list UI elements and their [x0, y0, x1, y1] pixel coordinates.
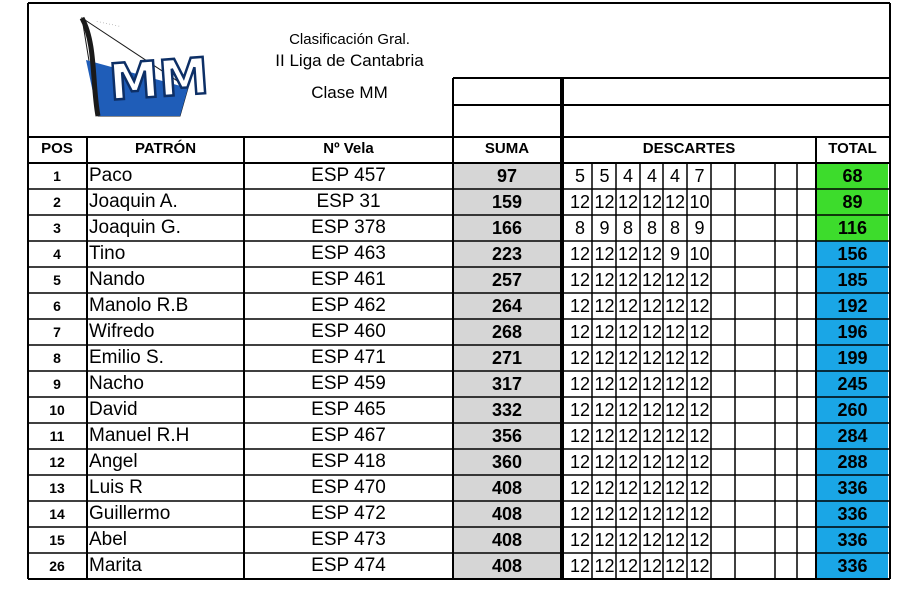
row-descarte-5: 12	[664, 504, 686, 524]
row-descarte-1: 12	[569, 452, 591, 472]
row-sail-number: ESP 31	[316, 191, 381, 212]
row-patron-name: Paco	[89, 165, 133, 186]
row-total: 196	[817, 319, 888, 345]
row-total: 336	[817, 475, 888, 501]
row-sail-number: ESP 457	[311, 165, 386, 186]
row-descarte-4: 12	[641, 530, 663, 550]
row-position: 13	[49, 480, 65, 496]
row-descarte-5: 12	[664, 296, 686, 316]
row-descarte-2: 9	[599, 218, 610, 238]
row-sail-number: ESP 467	[311, 425, 386, 446]
row-suma: 268	[454, 319, 560, 345]
row-descarte-3: 8	[622, 218, 633, 238]
row-sail-number: ESP 378	[311, 217, 386, 238]
row-sail-number: ESP 463	[311, 243, 386, 264]
row-descarte-3: 12	[617, 504, 639, 524]
row-descarte-1: 12	[569, 530, 591, 550]
row-suma: 97	[454, 163, 560, 189]
row-patron-name: Angel	[89, 451, 138, 472]
row-position: 8	[53, 350, 61, 366]
row-patron-name: Luis R	[89, 477, 143, 498]
row-descarte-6: 7	[694, 166, 705, 186]
row-sail-number: ESP 474	[311, 555, 386, 576]
row-suma: 257	[454, 267, 560, 293]
row-descarte-4: 12	[641, 452, 663, 472]
column-header-vela: Nº Vela	[323, 140, 374, 157]
row-suma: 159	[454, 189, 560, 215]
row-descarte-5: 12	[664, 400, 686, 420]
row-descarte-4: 12	[641, 322, 663, 342]
row-descarte-6: 12	[689, 504, 710, 524]
row-descarte-2: 12	[594, 374, 615, 394]
row-position: 14	[49, 506, 65, 522]
row-descarte-3: 12	[617, 348, 639, 368]
row-sail-number: ESP 472	[311, 503, 386, 524]
column-header-suma: SUMA	[484, 140, 530, 157]
row-descarte-2: 12	[594, 426, 615, 446]
row-descarte-3: 12	[617, 426, 639, 446]
row-descarte-4: 4	[646, 166, 657, 186]
row-descarte-6: 12	[689, 478, 710, 498]
row-descarte-6: 12	[689, 322, 710, 342]
row-descarte-5: 12	[664, 452, 686, 472]
row-descarte-1: 12	[569, 322, 591, 342]
row-patron-name: Manolo R.B	[89, 295, 189, 316]
row-position: 15	[49, 532, 65, 548]
row-suma: 408	[454, 527, 560, 553]
row-sail-number: ESP 461	[311, 269, 386, 290]
row-descarte-4: 12	[641, 296, 663, 316]
row-descarte-6: 12	[689, 400, 710, 420]
row-descarte-4: 12	[641, 348, 663, 368]
row-descarte-3: 12	[617, 270, 639, 290]
row-descarte-2: 12	[594, 296, 615, 316]
row-descarte-4: 12	[641, 374, 663, 394]
row-patron-name: Abel	[89, 529, 128, 550]
row-descarte-3: 12	[617, 296, 639, 316]
row-descarte-4: 12	[641, 192, 663, 212]
row-descarte-4: 12	[641, 400, 663, 420]
row-total: 245	[817, 371, 888, 397]
row-descarte-3: 12	[617, 530, 639, 550]
row-descarte-1: 12	[569, 426, 591, 446]
row-descarte-5: 12	[664, 192, 686, 212]
column-header-descartes: DESCARTES	[642, 140, 736, 157]
row-suma: 360	[454, 449, 560, 475]
row-descarte-4: 8	[646, 218, 657, 238]
row-patron-name: Guillermo	[89, 503, 171, 524]
row-descarte-1: 12	[569, 400, 591, 420]
row-descarte-2: 12	[594, 556, 615, 576]
row-suma: 271	[454, 345, 560, 371]
row-descarte-5: 12	[664, 478, 686, 498]
class-label: Clase MM	[311, 83, 388, 102]
row-descarte-6: 9	[694, 218, 705, 238]
row-sail-number: ESP 418	[311, 451, 386, 472]
row-descarte-4: 12	[641, 478, 663, 498]
row-descarte-6: 12	[689, 452, 710, 472]
row-descarte-2: 12	[594, 478, 615, 498]
row-suma: 408	[454, 501, 560, 527]
row-descarte-2: 12	[594, 244, 615, 264]
row-position: 5	[53, 272, 61, 288]
row-position: 2	[53, 194, 61, 210]
row-total: 288	[817, 449, 888, 475]
row-patron-name: Nando	[89, 269, 145, 290]
row-patron-name: Emilio S.	[89, 347, 164, 368]
row-total: 89	[817, 189, 888, 215]
column-header-patron: PATRÓN	[134, 140, 197, 157]
row-patron-name: Nacho	[89, 373, 144, 394]
row-descarte-3: 12	[617, 244, 639, 264]
row-descarte-1: 12	[569, 478, 591, 498]
row-descarte-1: 12	[569, 244, 591, 264]
row-descarte-2: 12	[594, 530, 615, 550]
row-descarte-4: 12	[641, 270, 663, 290]
row-suma: 264	[454, 293, 560, 319]
row-descarte-5: 12	[664, 270, 686, 290]
row-patron-name: Marita	[89, 555, 142, 576]
row-suma: 317	[454, 371, 560, 397]
row-descarte-1: 12	[569, 374, 591, 394]
row-sail-number: ESP 465	[311, 399, 386, 420]
row-patron-name: David	[89, 399, 138, 420]
row-descarte-5: 12	[664, 530, 686, 550]
row-sail-number: ESP 460	[311, 321, 386, 342]
row-suma: 332	[454, 397, 560, 423]
row-descarte-3: 12	[617, 192, 639, 212]
row-position: 6	[53, 298, 61, 314]
row-total: 199	[817, 345, 888, 371]
row-total: 336	[817, 527, 888, 553]
row-descarte-3: 12	[617, 374, 639, 394]
row-total: 336	[817, 553, 888, 579]
title-line-2: II Liga de Cantabria	[275, 51, 424, 70]
row-descarte-4: 12	[641, 556, 663, 576]
row-total: 336	[817, 501, 888, 527]
row-descarte-2: 5	[599, 166, 610, 186]
row-descarte-2: 12	[594, 504, 615, 524]
column-header-total: TOTAL	[828, 140, 877, 157]
row-descarte-6: 12	[689, 556, 710, 576]
row-descarte-1: 12	[569, 348, 591, 368]
row-descarte-5: 4	[669, 166, 680, 186]
title-line-1: Clasificación Gral.	[289, 31, 410, 48]
row-total: 185	[817, 267, 888, 293]
row-descarte-3: 4	[622, 166, 633, 186]
row-descarte-1: 12	[569, 192, 591, 212]
row-position: 11	[49, 428, 65, 444]
row-descarte-3: 12	[617, 556, 639, 576]
row-descarte-3: 12	[617, 452, 639, 472]
row-total: 192	[817, 293, 888, 319]
row-descarte-2: 12	[594, 400, 615, 420]
row-descarte-5: 12	[664, 322, 686, 342]
row-patron-name: Manuel R.H	[89, 425, 190, 446]
row-descarte-1: 12	[569, 504, 591, 524]
row-position: 12	[49, 454, 65, 470]
row-suma: 356	[454, 423, 560, 449]
row-descarte-3: 12	[617, 478, 639, 498]
row-descarte-1: 5	[574, 166, 585, 186]
row-descarte-1: 12	[569, 296, 591, 316]
row-descarte-4: 12	[641, 426, 663, 446]
row-sail-number: ESP 473	[311, 529, 386, 550]
row-total: 116	[817, 215, 888, 241]
row-descarte-5: 9	[669, 244, 680, 264]
row-descarte-4: 12	[641, 504, 663, 524]
row-descarte-6: 10	[689, 192, 710, 212]
row-position: 4	[53, 246, 61, 262]
row-descarte-6: 12	[689, 374, 710, 394]
row-sail-number: ESP 462	[311, 295, 386, 316]
row-descarte-5: 12	[664, 556, 686, 576]
row-position: 7	[53, 324, 61, 340]
row-sail-number: ESP 471	[311, 347, 386, 368]
row-descarte-6: 12	[689, 348, 710, 368]
row-descarte-5: 12	[664, 374, 686, 394]
row-descarte-5: 8	[669, 218, 680, 238]
row-descarte-2: 12	[594, 348, 615, 368]
row-total: 156	[817, 241, 888, 267]
row-total: 260	[817, 397, 888, 423]
row-descarte-6: 12	[689, 530, 710, 550]
row-patron-name: Tino	[89, 243, 126, 264]
row-descarte-3: 12	[617, 322, 639, 342]
row-patron-name: Joaquin G.	[89, 217, 181, 238]
row-sail-number: ESP 459	[311, 373, 386, 394]
row-descarte-6: 12	[689, 270, 710, 290]
row-descarte-2: 12	[594, 322, 615, 342]
row-position: 3	[53, 220, 61, 236]
row-descarte-2: 12	[594, 452, 615, 472]
row-position: 1	[53, 168, 61, 184]
row-total: 284	[817, 423, 888, 449]
row-descarte-3: 12	[617, 400, 639, 420]
logo-text: MM	[107, 47, 211, 112]
row-suma: 408	[454, 475, 560, 501]
row-suma: 408	[454, 553, 560, 579]
row-descarte-5: 12	[664, 426, 686, 446]
row-descarte-4: 12	[641, 244, 663, 264]
row-position: 9	[53, 376, 61, 392]
row-descarte-1: 12	[569, 556, 591, 576]
row-suma: 223	[454, 241, 560, 267]
row-descarte-1: 12	[569, 270, 591, 290]
row-descarte-6: 12	[689, 296, 710, 316]
column-header-pos: POS	[41, 140, 73, 157]
row-patron-name: Wifredo	[89, 321, 155, 342]
row-descarte-2: 12	[594, 192, 615, 212]
row-descarte-6: 10	[689, 244, 710, 264]
row-position: 10	[49, 402, 65, 418]
row-suma: 166	[454, 215, 560, 241]
row-descarte-6: 12	[689, 426, 710, 446]
row-patron-name: Joaquin A.	[89, 191, 178, 212]
row-sail-number: ESP 470	[311, 477, 386, 498]
row-descarte-2: 12	[594, 270, 615, 290]
svg-text:· · · · · · · ·: · · · · · · · ·	[95, 19, 121, 30]
row-descarte-5: 12	[664, 348, 686, 368]
row-position: 26	[49, 558, 65, 574]
row-total: 68	[817, 163, 888, 189]
row-descarte-1: 8	[574, 218, 585, 238]
